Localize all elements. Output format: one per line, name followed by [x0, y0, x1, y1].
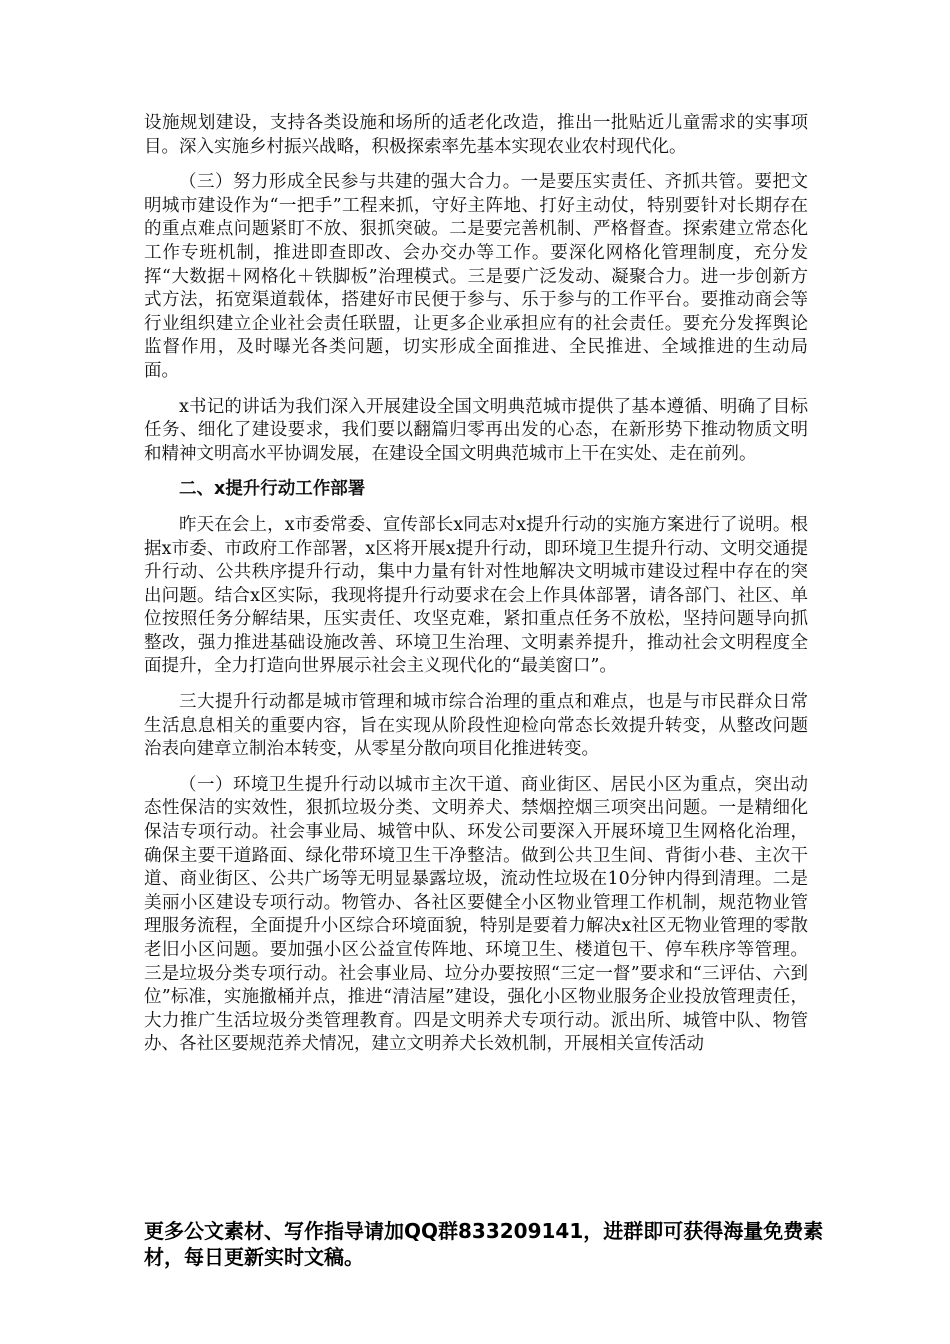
section-heading: 二、x提升行动工作部署: [179, 479, 366, 500]
paragraph-environment-action: （一）环境卫生提升行动以城市主次干道、商业街区、居民小区为重点，突出动态性保洁的实效性，狠抓垃圾分类、文明养犬、禁烟控烟三项突出问题。一是精细化保洁专项行动。社会事业局、城管中队、环发公司要深入开展环境卫生网格化治理，确保主要干道路面、绿化带环境卫生干净整洁。做到公共卫生间、背街小巷、主次干道、商业街区、公共广场等无明显暴露垃圾，流动性垃圾在10分钟内得到清理。二是美丽小区建设专项行动。物管办、各社区要健全小区物业管理工作机制，规范物业管理服务流程，全面提升小区综合环境面貌，特别是要着力解决x社区无物业管理的零散老旧小区问题。要加强小区公益宣传阵地、环境卫生、楼道包干、停车秩序等管理。三是垃圾分类专项行动。社会事业局、垃分办要按照“三定一督”要求和“三评估、六到位”标准，实施撤桶并点，推进“清洁屋”建设，强化小区物业服务企业投放管理责任，大力推广生活垃圾分类管理教育。四是文明养犬专项行动。派出所、城管中队、物管办、各社区要规范养犬情况，建立文明养犬长效机制，开展相关宣传活动: [144, 774, 808, 1055]
paragraph-deployment: 昨天在会上，x市委常委、宣传部长x同志对x提升行动的实施方案进行了说明。根据x市委、市政府工作部署，x区将开展x提升行动，即环境卫生提升行动、文明交通提升行动、公共秩序提升行动，集中力量有针对性地解决文明城市建设过程中存在的突出问题。结合x区实际，我现将提升行动要求在会上作具体部署，请各部门、社区、单位按照任务分解结果，压实责任、攻坚克难，紧扣重点任务不放松，坚持问题导向抓整改，强力推进基础设施改善、环境卫生治理、文明素养提升，推动社会文明程度全面提升，全力打造向世界展示社会主义现代化的“最美窗口”。: [144, 514, 808, 677]
paragraph-three-actions: 三大提升行动都是城市管理和城市综合治理的重点和难点，也是与市民群众日常生活息息相关的重要内容，旨在实现从阶段性迎检向常态长效提升转变，从整改问题治表向建章立制治本转变，从零星分散向项目化推进转变。: [144, 692, 808, 760]
document-body: [144, 112, 808, 1069]
paragraph-joint-effort: （三）努力形成全民参与共建的强大合力。一是要压实责任、齐抓共管。要把文明城市建设作为“一把手”工程来抓，守好主阵地、打好主动仗，特别要针对长期存在的重点难点问题紧盯不放、狠抓突破。二是要完善机制、严格督查。探索建立常态化工作专班机制，推进即查即改、会办交办等工作。要深化网格化管理制度，充分发挥“大数据＋网格化＋铁脚板”治理模式。三是要广泛发动、凝聚合力。进一步创新方式方法，拓宽渠道载体，搭建好市民便于参与、乐于参与的工作平台。要推动商会等行业组织建立企业社会责任联盟，让更多企业承担应有的社会责任。要充分发挥舆论监督作用，及时曝光各类问题，切实形成全面推进、全民推进、全域推进的生动局面。: [144, 172, 808, 381]
paragraph-secretary-speech: x书记的讲话为我们深入开展建设全国文明典范城市提供了基本遵循、明确了目标任务、细化了建设要求，我们要以翻篇归零再出发的心态，在新形势下推动物质文明和精神文明高水平协调发展，在建设全国文明典范城市上干在实处、走在前列。: [144, 396, 808, 464]
promo-footer: 更多公文素材、写作指导请加QQ群833209141，进群即可获得海量免费素材，每日更新实时文稿。: [144, 1219, 824, 1269]
paragraph-continuation: 设施规划建设，支持各类设施和场所的适老化改造，推出一批贴近儿童需求的实事项目。深入实施乡村振兴战略，积极探索率先基本实现农业农村现代化。: [144, 113, 808, 157]
